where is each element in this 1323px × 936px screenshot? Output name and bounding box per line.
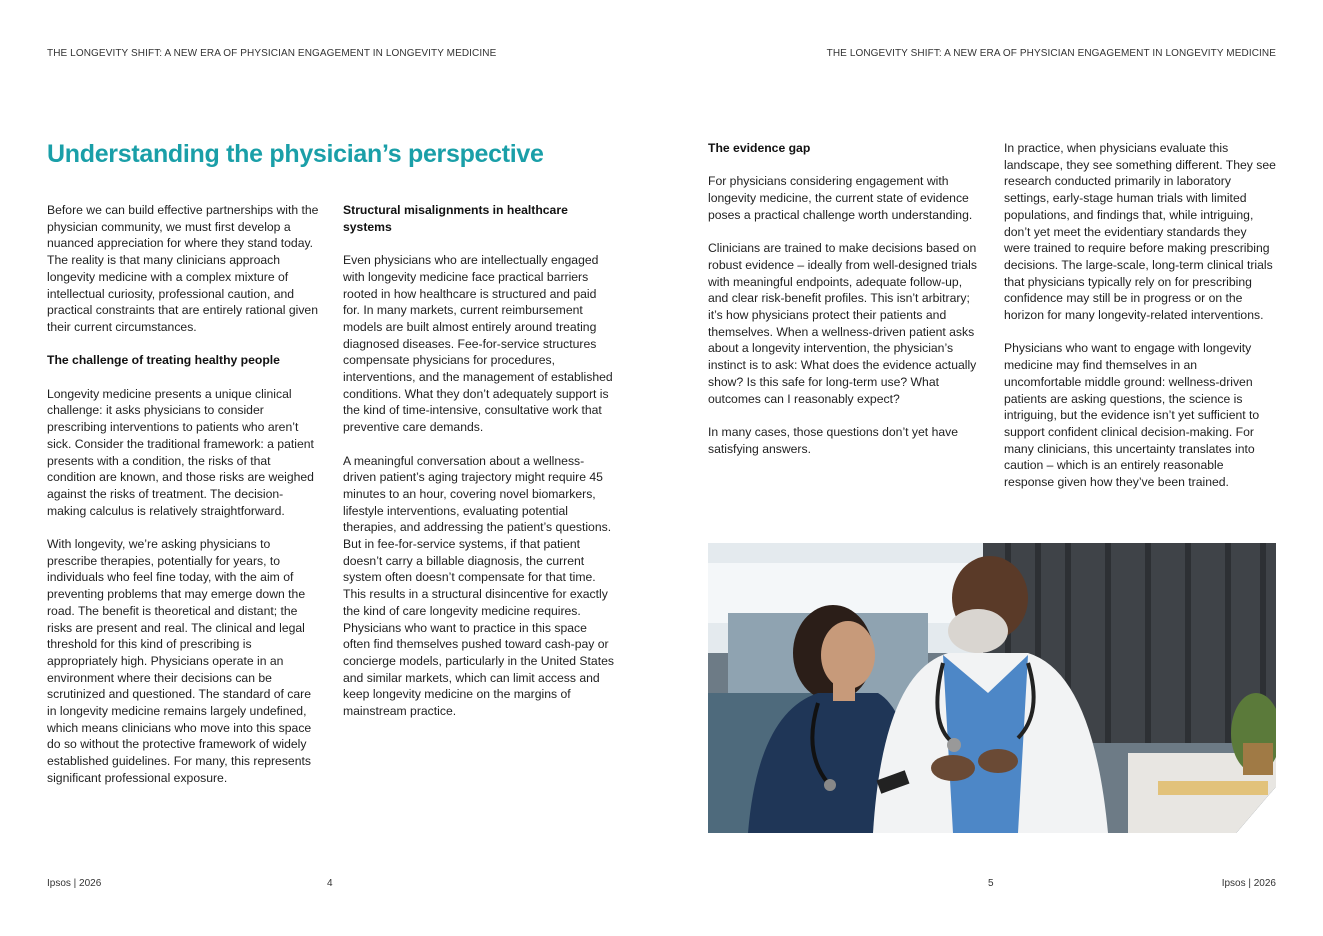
paragraph: Even physicians who are intellectually engaged with longevity medicine face practical barriers rooted in how healthcare is structured and paid for. In many markets, current reimbursement models are built almost entirely around treating diagnosed diseases. Fee-for-service structures compensate physicians for procedures, interventions, and the management of established conditions. What they don’t adequately support is the kind of time-intensive, consultative work that preventive care demands. <box>343 253 613 435</box>
footer-brand-right: Ipsos | 2026 <box>1221 878 1276 889</box>
paragraph: Physicians who want to engage with longevity medicine may find themselves in an uncomfortable middle ground: wellness-driven patients are asking questions, the science is intriguing, but the evidence isn’t yet sufficient to support confident clinical decision-making. For many clinicians, this uncertainty translates into caution – which is an entirely reasonable response given how they’ve been trained. <box>1004 341 1260 490</box>
subheading-evidence-gap: The evidence gap <box>708 141 811 155</box>
running-header-left: THE LONGEVITY SHIFT: A NEW ERA OF PHYSICIAN ENGAGEMENT IN LONGEVITY MEDICINE <box>47 48 497 59</box>
page-title: Understanding the physician’s perspective <box>47 140 544 168</box>
page-number-left: 4 <box>327 878 333 889</box>
paragraph: For physicians considering engagement with longevity medicine, the current state of evidence poses a practical challenge worth understanding. <box>708 174 973 222</box>
column-3 <box>708 140 978 474</box>
paragraph: Clinicians are trained to make decisions based on robust evidence – ideally from well-designed trials with meaningful endpoints, adequate follow-up, and clear risk-benefit profiles. This isn’t arbitrary; it’s how physicians protect their patients and themselves. When a wellness-driven patient asks about a longevity intervention, the physician’s instinct is to ask: What does the evidence actually show? Is this safe for long-term use? What outcomes can I reasonably expect? <box>708 241 977 406</box>
column-2 <box>343 202 615 736</box>
running-header-right: THE LONGEVITY SHIFT: A NEW ERA OF PHYSICIAN ENGAGEMENT IN LONGEVITY MEDICINE <box>826 48 1276 59</box>
paragraph: Longevity medicine presents a unique clinical challenge: it asks physicians to consider prescribing interventions to patients who aren’t sick. Consider the traditional framework: a patient presents with a condition, the risks of that condition are known, and those risks are weighed against the risks of treatment. The decision-making calculus is relatively straightforward. <box>47 386 314 518</box>
subheading-structural-misalignments: Structural misalignments in healthcare systems <box>343 203 568 234</box>
intro-paragraph: Before we can build effective partnerships with the physician community, we must first develop a nuanced appreciation for where they stand today. The reality is that many clinicians approach longevity medicine with a complex mixture of intellectual curiosity, professional caution, and practical constraints that are entirely rational given their current circumstances. <box>47 203 319 334</box>
column-1 <box>47 202 319 803</box>
doctors-photo <box>708 543 1276 833</box>
paragraph: With longevity, we’re asking physicians to prescribe therapies, potentially for years, to individuals who feel fine today, with the aim of preventing problems that may emerge down the road. The benefit is theoretical and distant; the risks are present and real. The clinical and legal threshold for this kind of prescribing is appropriately high. Physicians operate in an environment where their decisions can be scrutinized and questioned. The standard of care in longevity medicine remains largely undefined, which means clinicians who move into this space do so without the protective framework of widely established guidelines. For many, this represents significant professional exposure. <box>47 537 312 785</box>
page-number-right: 5 <box>988 878 994 889</box>
subheading-healthy-people: The challenge of treating healthy people <box>47 353 280 368</box>
paragraph: A meaningful conversation about a wellness-driven patient’s aging trajectory might require 45 minutes to an hour, covering novel biomarkers, lifestyle interventions, evaluating potential therapies, and addressing the patient’s questions. But in fee-for-service systems, if that patient doesn’t carry a billable diagnosis, the current system often doesn’t compensate for that time. This results in a structural disincentive for exactly the kind of care longevity medicine requires. Physicians who want to practice in this space often find themselves pushed toward cash-pay or concierge models, particularly in the United States and similar markets, which can limit access and keep longevity medicine on the margins of mainstream practice. <box>343 453 614 719</box>
paragraph: In practice, when physicians evaluate this landscape, they see something different. They see research conducted primarily in laboratory settings, early-stage human trials with limited populations, and findings that, while intriguing, don’t yet meet the evidentiary standards they were trained to require before making prescribing decisions. The large-scale, long-term clinical trials that physicians typically rely on for prescribing confidence may still be in progress or on the horizon for many longevity-related interventions. <box>1004 141 1276 323</box>
column-4 <box>1004 140 1276 507</box>
paragraph: In many cases, those questions don’t yet have satisfying answers. <box>708 424 958 456</box>
footer-brand-left: Ipsos | 2026 <box>47 878 102 889</box>
doctors-illustration <box>708 543 1276 833</box>
